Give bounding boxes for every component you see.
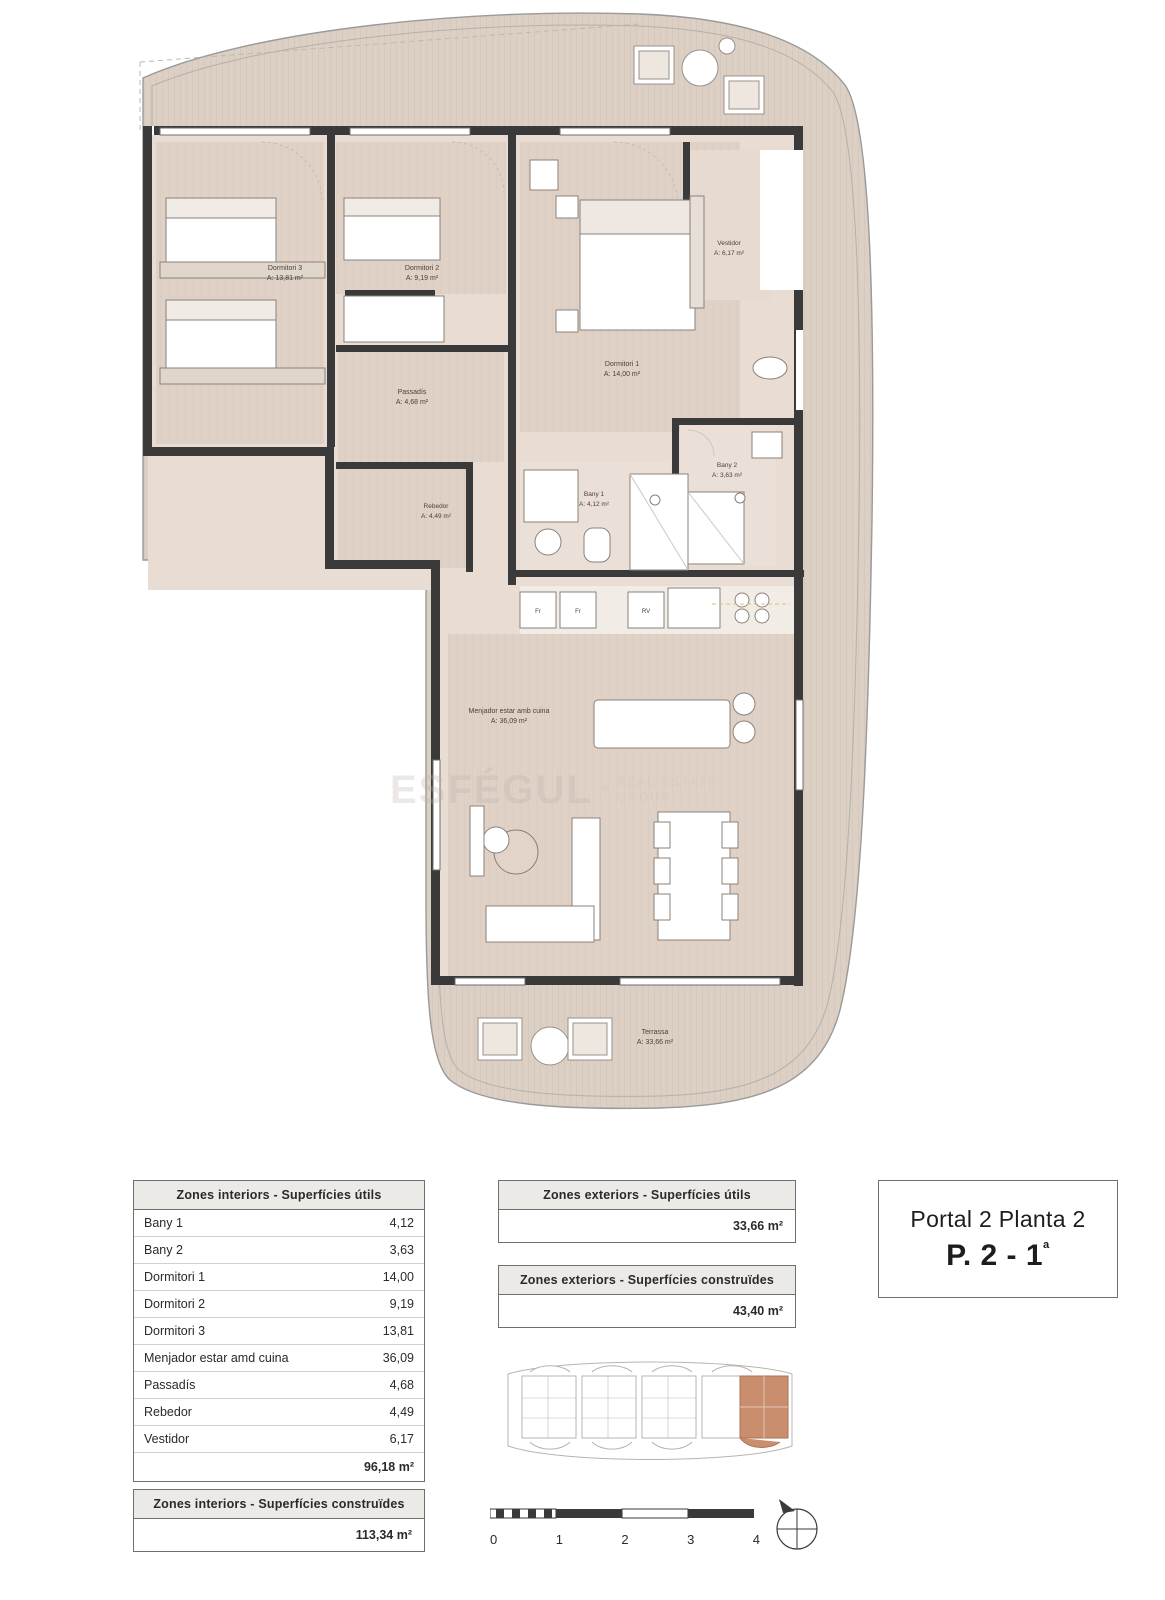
table-row (134, 1372, 424, 1399)
room-area: A: 6,17 m² (714, 250, 744, 257)
row-label: Dormitori 3 (144, 1324, 206, 1338)
row-value: 3,63 (389, 1243, 414, 1257)
row-value: 4,12 (389, 1216, 414, 1230)
table-total: 43,40 m² (732, 1304, 783, 1318)
room-area: A: 4,12 m² (579, 501, 609, 508)
room-label: Rebedor (423, 503, 449, 510)
room-label: Vestidor (717, 240, 741, 247)
north-arrow-icon (765, 1495, 825, 1555)
watermark-registered: ® (600, 784, 610, 796)
table-interior-constructed (133, 1489, 425, 1552)
room-label: Dormitori 3 (267, 265, 303, 272)
table-total: 113,34 m² (355, 1528, 412, 1542)
portal-info-box (878, 1180, 1118, 1298)
table-row (134, 1399, 424, 1426)
scale-tick: 0 (490, 1532, 498, 1547)
table-title: Zones exteriors - Superfícies útils (499, 1181, 795, 1210)
room-label: Bany 1 (583, 491, 605, 498)
room-area: A: 4,68 m² (395, 399, 429, 406)
room-area: A: 33,66 m² (636, 1039, 674, 1046)
scale-tick: 3 (687, 1532, 695, 1547)
row-value: 36,09 (382, 1351, 414, 1365)
room-label: Bany 2 (716, 462, 738, 469)
room-label: Passadís (397, 389, 427, 396)
table-total: 33,66 m² (732, 1219, 783, 1233)
row-label: Dormitori 1 (144, 1270, 206, 1284)
row-value: 14,00 (382, 1270, 414, 1284)
room-area: A: 13,81 m² (266, 275, 304, 282)
table-row (134, 1345, 424, 1372)
appliance-label: Fr (575, 609, 581, 615)
row-label: Bany 1 (144, 1216, 183, 1230)
scale-tick: 4 (752, 1532, 760, 1547)
table-row (134, 1318, 424, 1345)
table-row (134, 1237, 424, 1264)
table-total: 96,18 m² (363, 1460, 414, 1474)
scale-tick: 2 (621, 1532, 629, 1547)
row-value: 4,49 (389, 1405, 414, 1419)
table-interior-useful (133, 1180, 425, 1482)
row-label: Passadís (144, 1378, 196, 1392)
unit-code (946, 1239, 1050, 1273)
row-value: 9,19 (389, 1297, 414, 1311)
table-row (134, 1210, 424, 1237)
table-row (134, 1426, 424, 1453)
row-value: 4,68 (389, 1378, 414, 1392)
row-value: 13,81 (382, 1324, 414, 1338)
room-label: Menjador estar amb cuina (468, 708, 550, 715)
watermark-brand: ESFÉGUL (390, 767, 593, 812)
row-value: 6,17 (389, 1432, 414, 1446)
appliance-label: RV (641, 609, 651, 615)
row-label: Menjador estar amd cuina (144, 1351, 289, 1365)
room-area: A: 3,63 m² (712, 472, 742, 479)
unit-code-sup: ª (1043, 1238, 1050, 1258)
room-area: A: 9,19 m² (405, 275, 439, 282)
table-row (134, 1264, 424, 1291)
table-title: Zones interiors - Superfícies construïdes (134, 1490, 424, 1519)
room-area: A: 36,09 m² (490, 718, 528, 725)
row-label: Bany 2 (144, 1243, 183, 1257)
appliance-label: Fr (535, 609, 541, 615)
table-row (134, 1291, 424, 1318)
room-area: A: 4,49 m² (421, 513, 451, 520)
row-label: Vestidor (144, 1432, 190, 1446)
table-exterior-useful (498, 1180, 796, 1243)
unit-code-text: P. 2 - 1 (946, 1238, 1044, 1272)
table-exterior-constructed (498, 1265, 796, 1328)
room-label: Dormitori 1 (604, 361, 640, 368)
scale-tick: 1 (555, 1532, 563, 1547)
row-label: Dormitori 2 (144, 1297, 206, 1311)
row-label: Rebedor (144, 1405, 192, 1419)
key-plan (500, 1350, 800, 1475)
table-title: Zones exteriors - Superfícies construïdes (499, 1266, 795, 1295)
scale-bar (490, 1505, 760, 1555)
room-label: Dormitori 2 (404, 265, 440, 272)
watermark-tagline-2: GROUP (617, 790, 672, 804)
key-plan-highlight (740, 1376, 788, 1447)
portal-floor-label: Portal 2 Planta 2 (910, 1205, 1086, 1232)
room-area: A: 14,00 m² (603, 371, 641, 378)
watermark-tagline-1: REAL ESTATE (617, 775, 719, 789)
room-label: Terrassa (641, 1029, 669, 1036)
table-title: Zones interiors - Superfícies útils (134, 1181, 424, 1210)
